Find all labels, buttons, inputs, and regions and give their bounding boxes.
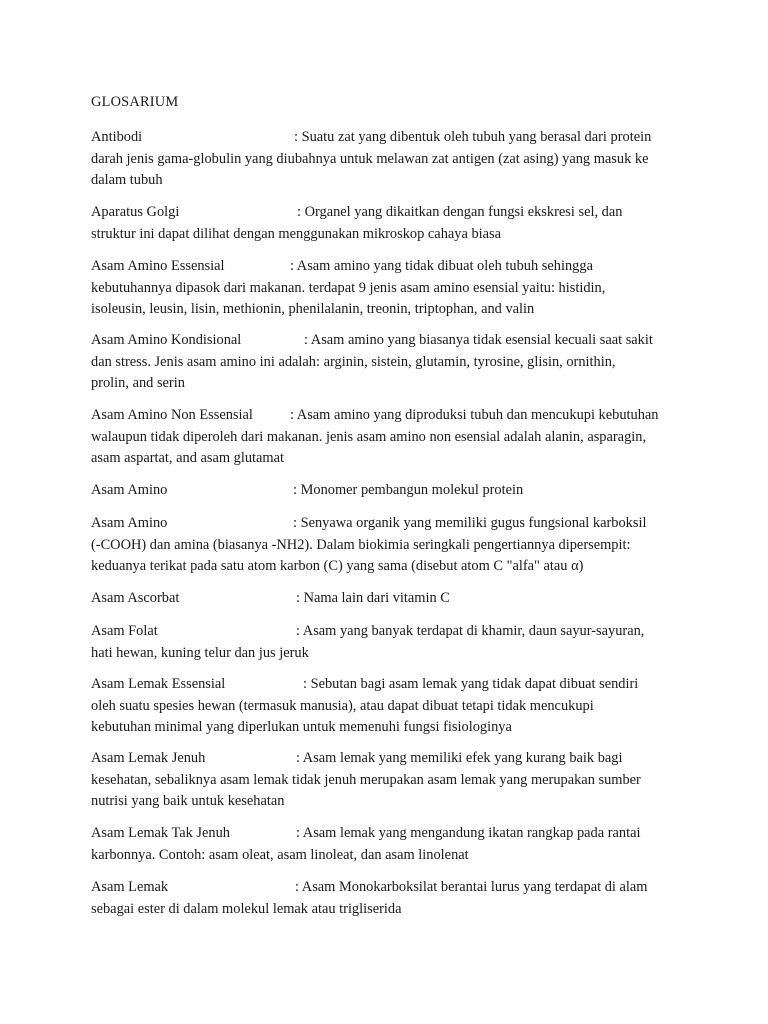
definition-continuation: nutrisi yang baik untuk kesehatan <box>91 793 285 809</box>
entry-first-line <box>91 256 691 278</box>
entry-first-line <box>91 877 691 899</box>
glossary-definition: : Asam Monokarboksilat berantai lurus yang terdapat di alam <box>295 879 648 895</box>
glossary-definition: : Asam amino yang biasanya tidak esensial kecuali saat sakit <box>304 332 653 348</box>
glossary-term: Aparatus Golgi <box>91 204 180 220</box>
glossary-entry <box>91 823 691 866</box>
entry-first-line <box>91 127 691 149</box>
glossary-definition: : Monomer pembangun molekul protein <box>293 482 524 498</box>
glossary-definition: : Suatu zat yang dibentuk oleh tubuh yang berasal dari protein <box>294 129 652 145</box>
definition-continuation: walaupun tidak diperoleh dari makanan. jenis asam amino non esensial adalah alanin, asparagin, <box>91 428 647 445</box>
page-title: GLOSARIUM <box>91 94 179 110</box>
glossary-definition: : Asam lemak yang mengandung ikatan rangkap pada rantai <box>296 825 641 841</box>
glossary-definition: : Asam amino yang tidak dibuat oleh tubuh sehingga <box>290 258 593 274</box>
entry-first-line <box>91 748 691 770</box>
glossary-entry <box>91 621 691 664</box>
glossary-term: Asam Lemak Jenuh <box>91 750 206 766</box>
entry-first-line <box>91 202 691 224</box>
glossary-term: Asam Lemak <box>91 879 169 895</box>
definition-continuation: kebutuhannya dipasok dari makanan. terdapat 9 jenis asam amino esensial yaitu: histidin, <box>91 279 606 296</box>
glossary-entry <box>91 480 691 502</box>
glossary-term: Asam Folat <box>91 623 158 639</box>
glossary-definition: : Asam lemak yang memiliki efek yang kurang baik bagi <box>296 750 623 766</box>
entry-first-line <box>91 513 691 535</box>
entry-first-line <box>91 330 691 352</box>
glossary-entry <box>91 405 691 470</box>
definition-continuation: isoleusin, leusin, lisin, methionin, phenilalanin, treonin, triptophan, and valin <box>91 301 535 317</box>
glossary-term: Asam Amino Non Essensial <box>91 407 253 423</box>
definition-continuation: keduanya terikat pada satu atom karbon (C) yang sama (disebut atom C "alfa" atau α) <box>91 558 584 574</box>
definition-continuation: struktur ini dapat dilihat dengan menggunakan mikroskop cahaya biasa <box>91 225 502 242</box>
glossary-entry <box>91 674 691 739</box>
glossary-term: Antibodi <box>91 129 143 145</box>
definition-continuation: kesehatan, sebaliknya asam lemak tidak jenuh merupakan asam lemak yang merupakan sumber <box>91 771 641 788</box>
glossary-term: Asam Amino <box>91 515 168 531</box>
entry-first-line <box>91 621 691 643</box>
glossary-term: Asam Amino Kondisional <box>91 332 242 348</box>
glossary-definition: : Sebutan bagi asam lemak yang tidak dapat dibuat sendiri <box>303 676 639 692</box>
glossary-definition: : Asam amino yang diproduksi tubuh dan mencukupi kebutuhan <box>290 407 659 423</box>
glossary-term: Asam Amino <box>91 482 168 498</box>
glossary-entry <box>91 748 691 813</box>
entry-first-line <box>91 823 691 845</box>
glossary-entry <box>91 877 691 920</box>
glossary-term: Asam Lemak Essensial <box>91 676 226 692</box>
definition-continuation: kebutuhan minimal yang diperlukan untuk memenuhi fungsi fisiologinya <box>91 719 512 735</box>
definition-continuation: (-COOH) dan amina (biasanya -NH2). Dalam biokimia seringkali pengertiannya dipersempit: <box>91 536 631 553</box>
definition-continuation: dan stress. Jenis asam amino ini adalah: arginin, sistein, glutamin, tyrosine, glisin, ornithin, <box>91 353 616 370</box>
glossary-entry <box>91 202 691 245</box>
definition-continuation: hati hewan, kuning telur dan jus jeruk <box>91 644 309 661</box>
glossary-definition: : Organel yang dikaitkan dengan fungsi ekskresi sel, dan <box>297 204 623 220</box>
glossary-term: Asam Lemak Tak Jenuh <box>91 825 231 841</box>
glossary-term: Asam Ascorbat <box>91 590 180 606</box>
definition-continuation: sebagai ester di dalam molekul lemak atau trigliserida <box>91 900 402 917</box>
definition-continuation: dalam tubuh <box>91 172 163 188</box>
definition-continuation: oleh suatu spesies hewan (termasuk manusia), atau dapat dibuat tetapi tidak mencukupi <box>91 697 594 714</box>
glossary-definition: : Asam yang banyak terdapat di khamir, daun sayur-sayuran, <box>296 623 645 639</box>
glossary-term: Asam Amino Essensial <box>91 258 225 274</box>
glossary-definition: : Senyawa organik yang memiliki gugus fungsional karboksil <box>293 515 647 531</box>
definition-continuation: karbonnya. Contoh: asam oleat, asam linoleat, dan asam linolenat <box>91 846 469 863</box>
definition-continuation: prolin, and serin <box>91 375 185 391</box>
glossary-definition: : Nama lain dari vitamin C <box>296 590 450 606</box>
glossary-entry <box>91 330 691 395</box>
entry-first-line <box>91 674 691 696</box>
definition-continuation: darah jenis gama-globulin yang diubahnya untuk melawan zat antigen (zat asing) yang masuk ke <box>91 150 649 167</box>
glossary-entry <box>91 127 691 192</box>
entry-first-line <box>91 480 691 502</box>
glossary-entry <box>91 513 691 578</box>
glossary-entry <box>91 256 691 321</box>
entry-first-line <box>91 588 691 610</box>
entry-first-line <box>91 405 691 427</box>
glossary-entry <box>91 588 691 610</box>
definition-continuation: asam aspartat, and asam glutamat <box>91 450 285 466</box>
